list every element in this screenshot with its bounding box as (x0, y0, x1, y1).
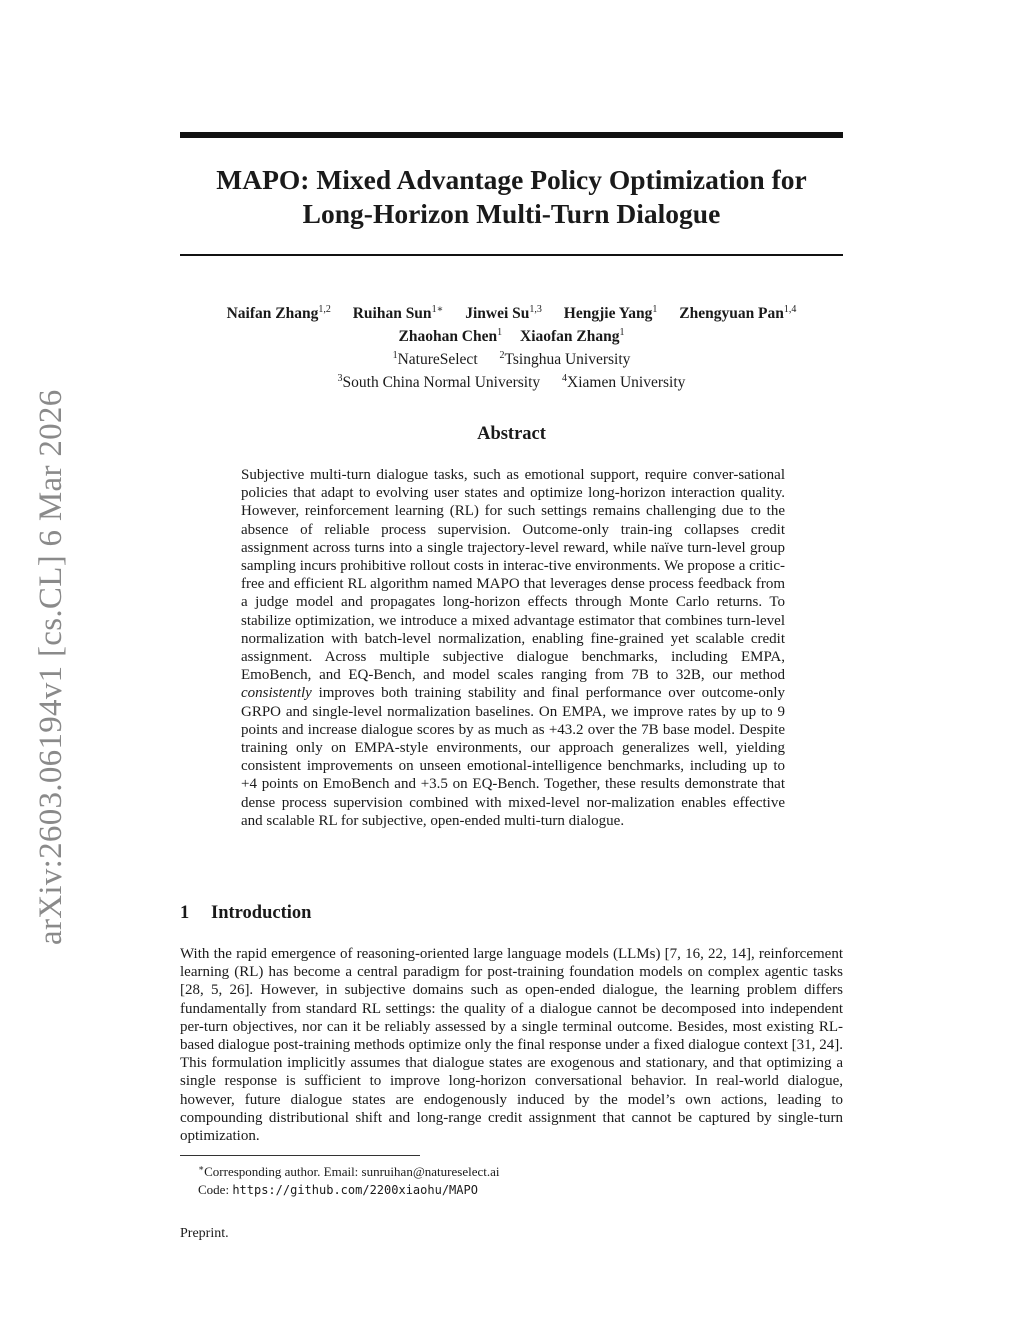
affiliation-name: Tsinghua University (504, 351, 631, 368)
affiliation-name: South China Normal University (342, 374, 541, 391)
footnote (198, 1160, 500, 1199)
title-line-2: Long-Horizon Multi-Turn Dialogue (302, 198, 721, 229)
author-name: Xiaofan Zhang (520, 328, 620, 345)
author-name: Naifan Zhang (226, 305, 319, 322)
author-name: Ruihan Sun (352, 305, 432, 322)
affiliation-number: 2 (499, 350, 505, 361)
author-affiliation-mark: 1∗ (431, 304, 444, 315)
affiliation-row-1 (180, 346, 843, 369)
footnote-rule (180, 1155, 420, 1156)
introduction-paragraph: With the rapid emergence of reasoning-oriented large language models (LLMs) [7, 16, 22, 14], reinforcement learning (RL) has become a central paradigm for post-training foundation models on complex agentic tasks [28, 5, 26]. However, in subjective domains such as open-ended dialogue, the learning problem differs fundamentally from standard RL settings: the quality of a dialogue cannot be decomposed into independent per-turn objectives, nor can it be reliably assessed by a single terminal outcome. Besides, most existing RL-based dialogue post-training methods optimize only the final response under a fixed dialogue context [31, 24]. This formulation implicitly assumes that dialogue states are exogenous and stationary, and that optimizing a single response is sufficient to improve long-horizon conversational behavior. In real-world dialogue, however, future dialogue states are endogenously induced by the model’s own actions, leading to compounding distributional shift and long-range credit assignment that cannot be captured by single-turn optimization. (180, 946, 843, 1145)
footnote-code-label: Code: (198, 1181, 230, 1197)
abstract-text-continued: improves both training stability and final performance over outcome-only GRPO and single-level normalization baselines. On EMPA, we improve rates by up to 9 points and increase dialogue scores by as much as +43.2 over the 7B base model. Despite training only on EMPA-style environments, our approach generalizes well, yielding consistent improvements on unseen emotional-intelligence benchmarks, including up to +4 points on EmoBench and +3.5 on EQ-Bench. Together, these results demonstrate that dense process supervision combined with mixed-level nor-malization enables effective and scalable RL for subjective, open-ended multi-turn dialogue. (241, 685, 785, 829)
title-bottom-rule (180, 254, 843, 256)
author-affiliation-mark: 1 (652, 304, 658, 315)
footnote-code (198, 1181, 500, 1200)
affiliation-name: NatureSelect (397, 351, 478, 368)
abstract-text: Subjective multi-turn dialogue tasks, such as emotional support, require conver-sational policies that adapt to evolving user states and optimize long-horizon interaction quality. However, reinforcement learning (RL) for such settings remains challenging due to the absence of reliable process supervision. Outcome-only train-ing collapses credit assignment across turns into a single trajectory-level reward, while naïve turn-level group sampling incurs prohibitive rollout costs in interac-tive environments. We propose a critic-free and efficient RL algorithm named MAPO that leverages dense process feedback from a judge model and propagates long-horizon effects through Monte Carlo returns. To stabilize optimization, we introduce a mixed advantage estimator that combines turn-level normalization with batch-level normalization, enabling fine-grained yet scalable credit assignment. Across multiple subjective dialogue benchmarks, including EMPA, EmoBench, and EQ-Bench, and model scales ranging from 7B to 32B, our method (241, 467, 785, 684)
code-link[interactable]: https://github.com/2200xiaohu/MAPO (232, 1182, 478, 1197)
affiliation-name: Xiamen University (567, 374, 686, 391)
affiliation-number: 4 (562, 373, 568, 384)
author-name: Zhaohan Chen (398, 328, 498, 345)
footnote-corresponding-text: Corresponding author. Email: sunruihan@natureselect.ai (204, 1164, 500, 1179)
author-name: Hengjie Yang (563, 305, 653, 322)
title-top-rule (180, 132, 843, 138)
author-name: Zhengyuan Pan (679, 305, 784, 322)
section-number: 1 (180, 903, 190, 923)
abstract-body (241, 466, 785, 830)
footnote-mark: ∗ (198, 1163, 205, 1173)
paper-title (180, 163, 843, 231)
section-heading (180, 903, 311, 924)
author-block (180, 300, 843, 392)
author-affiliation-mark: 1,3 (529, 304, 542, 315)
author-affiliation-mark: 1,2 (318, 304, 331, 315)
author-row-2 (180, 323, 843, 346)
affiliation-number: 1 (392, 350, 398, 361)
author-row-1 (180, 300, 843, 323)
section-title: Introduction (211, 903, 312, 923)
arxiv-identifier: arXiv:2603.06194v1 [cs.CL] 6 Mar 2026 (33, 389, 69, 945)
footer-preprint: Preprint. (180, 1226, 229, 1241)
abstract-heading: Abstract (477, 424, 546, 444)
affiliation-number: 3 (337, 373, 343, 384)
abstract-emphasis: consistently (241, 685, 312, 702)
author-affiliation-mark: 1 (497, 327, 503, 338)
author-affiliation-mark: 1 (619, 327, 625, 338)
author-name: Jinwei Su (465, 305, 530, 322)
affiliation-row-2 (180, 369, 843, 392)
title-line-1: MAPO: Mixed Advantage Policy Optimization for (216, 164, 807, 195)
footnote-corresponding (198, 1160, 500, 1181)
author-affiliation-mark: 1,4 (783, 304, 797, 315)
